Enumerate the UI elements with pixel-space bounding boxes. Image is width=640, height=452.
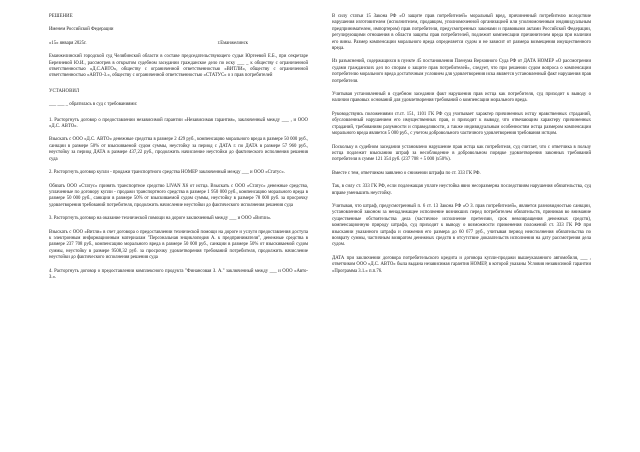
- claim-item-1: 1. Расторгнуть договор о предоставлении независимой гарантии «Независимая гарантия», заключенный между ___ , и ООО «Д.С. АВТО».: [49, 117, 308, 130]
- paragraph-fine: Поскольку в судебном заседании установлено нарушение прав истца как потребителя, суд считает, что с ответчика в пользу истца подлежит взысканию штраф за несоблюдение в добровольном порядке удовлетворения законных требований потребителя в сумме 121 354 руб. (237 708 + 5 000 )x50%).: [332, 144, 591, 163]
- claim-item-1-recover: Взыскать с ООО «Д.С. АВТО» денежные средства в размере 2 429 руб., компенсацию морального вреда в размере 50 000 руб., санкции в размере 50% от взыскиваемой судом суммы, неустойку за период с ДАТА г. по ДАТА в размере 57 960 руб., неустойку за период ДАТА в размере 437,22 руб., продолжить начисление неустойки до фактического исполнения решения суда: [49, 137, 308, 162]
- established-heading: УСТАНОВИЛ: [49, 88, 80, 94]
- paragraph-fine-reduction: Учитывая, что штраф, предусмотренный п. 6 ст. 13 Закона РФ «О З. прав потребителей», является разновидностью санкции, установленной законом за ненадлежащее исполнение возникших перед потребителем обязательств, принимая во внимание существенные обстоятельства дела (частичное исполнение претензии, срок невозвращения денежных средств), компенсационную природу штрафа, суд приходит к выводу о возможности применения положений ст. 333 ГК РФ при взыскании указанного штрафа и снижения его размера до 60 677 руб., учитывая период неисполнения обязательства по возврату суммы, частичным возвратом денежных средств в отсутствие доказательств исполнения на дату рассмотрения дела судом.: [332, 203, 591, 248]
- decision-city: г.Еманжелинск: [217, 40, 248, 46]
- claim-item-3: 3. Расторгнуть договор на оказание технической помощи на дороге заключенный между ___ и ООО «Витли».: [49, 216, 272, 222]
- paragraph-moral-damage-conclusion: Учитывая установленный в судебном заседании факт нарушения прав истца как потребителя, суд приходит к выводу о наличии правовых оснований для удовлетворения требований о компенсации морального вреда.: [332, 92, 591, 104]
- claim-item-2: 2. Расторгнуть договор купли - продажи транспортного средства НОМЕР заключенный между ___ и ООО «Статус».: [49, 170, 285, 176]
- paragraph-article-333: Так, в силу ст. 333 ГК РФ, если подлежащая уплате неустойка явно несоразмерна последствиям нарушения обязательства, суд вправе уменьшить неустойку.: [332, 184, 591, 196]
- claim-item-2-recover: Обязать ООО «Статус» принять транспортное средство LIVAN X6 от истца. Взыскать с ООО «Статус» денежные средства, уплаченные по договору купли - продажи транспортного средства в размере 1 950 000 руб., компенсацию морального вреда в размере 50 000 руб., санкции в размере 50% от взыскиваемой судом суммы, неустойку в размере 78 000 руб. за просрочку удовлетворения требований потребителя, продолжить начисление неустойки до фактического исполнения решения суда: [49, 183, 308, 208]
- left-column: [49, 14, 308, 446]
- claim-item-3-recover: Взыскать с ООО «Витли» в счет договора о предоставлении технической помощи на дороге и услуги предоставления доступа к электронным информационным материалам "Персональная энциклопедия А. к предпринимателя", денежные средства в размере 237 708 руб., компенсацию морального вреда в размере 50 000 руб., санкции в размере 50% от взыскиваемой судом суммы, неустойку в размере 9508,32 руб. за просрочку удовлетворения требований потребителя, продолжить начисление неустойки до фактического исполнения решения суда: [49, 229, 308, 261]
- claim-item-4: 4. Расторгнуть договор о предоставлении комплексного продукта "Финансовая З. А." заключенный между ___ и ООО «Авто-З.».: [49, 268, 308, 280]
- right-column: [332, 14, 591, 446]
- intro-paragraph: Еманжелинский городской суд Челябинской области в составе председательствующего судьи Юртеевой Е.Б., при секретаре Березневой Ю.И., рассмотрев в открытом судебном заседании гражданское дело по иску ___ _ к обществу с ограниченной ответственностью «Д.С.АВТО», обществу с ограниченной ответственностью «ВИТЛИ», обществу с ограниченной ответственностью «АВТО-3.», обществу с ограниченной ответственностью «СТАТУС» о з прав потребителей: [49, 54, 308, 79]
- paragraph-moral-damage-law: В силу статьи 15 Закона РФ «О защите прав потребителей» моральный вред, причиненный потребителю вследствие нарушения изготовителем (исполнителем, продавцом, уполномоченной организацией или уполномоченным индивидуальным предпринимателем, импортером) прав потребителя, предусмотренных законами и правовыми актами Российской Федерации, регулирующими отношения в области защиты прав потребителей, подлежит компенсации причинителем вреда при наличии его вины. Размер компенсации морального вреда определяется судом и не зависит от размера возмещения имущественного вреда.: [332, 14, 591, 52]
- decision-date: «15» января 2025г.: [49, 40, 87, 46]
- paragraph-fine-reduction-request: Вместе с тем, ответчиком заявлено о снижении штрафа по ст. 333 ГК РФ.: [332, 170, 481, 176]
- claimant-line: ___ ___ _ обратилась в суд с требованиями:: [49, 102, 138, 108]
- document-title: РЕШЕНИЕ: [49, 14, 73, 19]
- paragraph-guarantee: ДАТА при заключении договора потребительского кредита и договора купли-продажи вышеуказанного автомобиля, ___ , ответчиком ООО «Д.С. АВТО» была выдана независимая гарантия НОМЕР, в которой указаны Условия независимой гарантии «Программа 3.1.» п.п.76.: [332, 255, 591, 274]
- paragraph-plenum-clarification: Из разъяснений, содержащихся в пункте 45 постановления Пленума Верховного Суда РФ от ДАТА НОМЕР «О рассмотрении судами гражданских дел по спорам о защите прав потребителей», следует, что при решении судом вопроса о компенсации потребителю морального вреда достаточным условием для удовлетворения иска является установленный факт нарушения прав потребителя.: [332, 59, 591, 84]
- document-subtitle: Именем Российской Федерации: [49, 27, 114, 33]
- paragraph-compensation-amount: Руководствуясь положениями ст.ст. 151, 1101 ГК РФ суд учитывает характер причиненных истцу нравственных страданий, обусловленный нарушением его имущественных прав, и приходит к выводу, что отвечающим характеру причиненных страданий, требованиям разумности и справедливости, а также индивидуальным особенностям истца размером компенсации морального вреда является 5 000 руб., с учетом добровольного частичного удовлетворения требования истцом.: [332, 111, 591, 137]
